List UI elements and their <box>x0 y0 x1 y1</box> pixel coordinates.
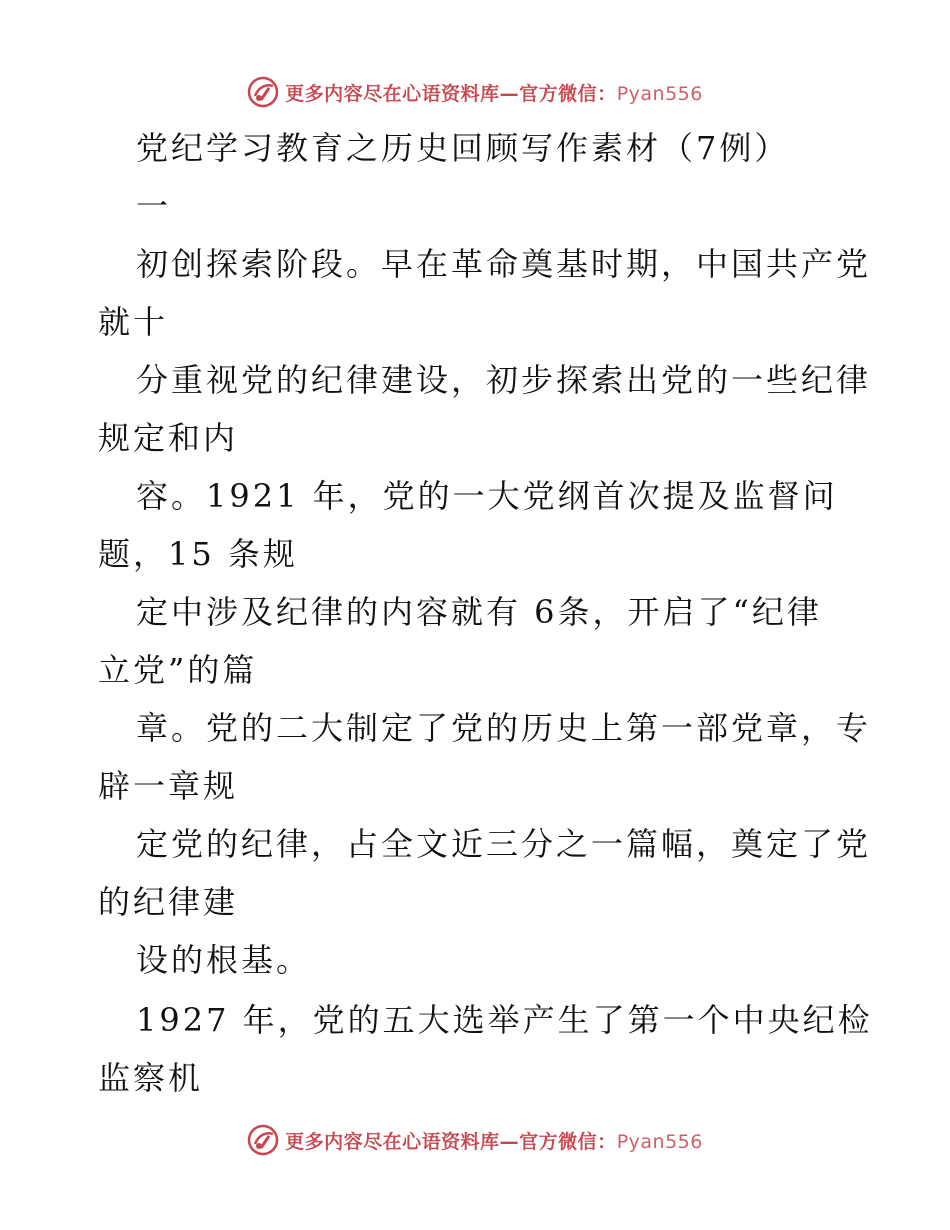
body-line: 容。1921 年，党的一大党纲首次提及监督问 <box>136 477 838 515</box>
watermark-id: Pyan556 <box>616 1130 703 1153</box>
body-line: 就十 <box>98 303 169 341</box>
body-line: 题，15 条规 <box>98 535 298 573</box>
body-line: 立党”的篇 <box>98 651 258 689</box>
body-line: 初创探索阶段。早在革命奠基时期，中国共产党 <box>136 245 872 283</box>
body-line: 定党的纪律，占全文近三分之一篇幅，奠定了党 <box>136 825 872 863</box>
watermark-main-text: 更多内容尽在心语资料库 <box>285 1130 500 1153</box>
watermark-id: Pyan556 <box>616 82 703 105</box>
section-number: 一 <box>136 187 172 225</box>
watermark-main-text: 更多内容尽在心语资料库 <box>285 82 500 105</box>
body-line: 分重视党的纪律建设，初步探索出党的一些纪律 <box>136 361 872 399</box>
body-line: 章。党的二大制定了党的历史上第一部党章，专 <box>136 709 872 747</box>
body-line: 定中涉及纪律的内容就有 6条，开启了“纪律 <box>136 593 822 631</box>
footer-watermark <box>0 1120 950 1160</box>
document-title: 党纪学习教育之历史回顾写作素材（7例） <box>136 129 790 167</box>
watermark-separator: —官方微信： <box>499 1130 617 1153</box>
body-line: 的纪律建 <box>98 883 239 921</box>
logo-icon <box>247 1124 279 1156</box>
body-line: 辟一章规 <box>98 767 239 805</box>
body-line: 监察机 <box>98 1059 204 1097</box>
body-line: 1927 年，党的五大选举产生了第一个中央纪检 <box>136 1001 873 1039</box>
watermark-separator: —官方微信： <box>499 82 617 105</box>
body-line: 设的根基。 <box>136 941 312 979</box>
body-line: 规定和内 <box>98 419 239 457</box>
